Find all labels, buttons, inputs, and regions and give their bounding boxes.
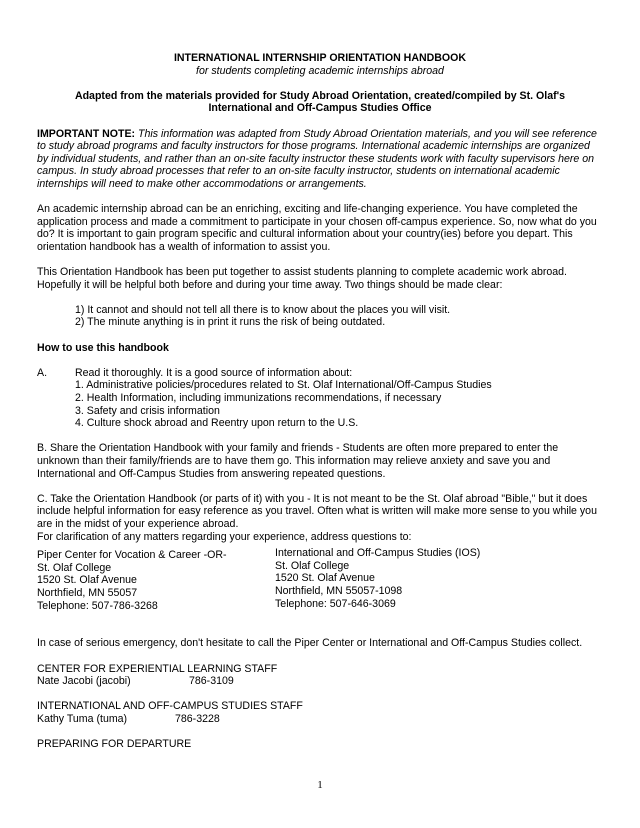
address-right-line: International and Off-Campus Studies (IOS) [275,547,481,560]
address-right-line: Northfield, MN 55057-1098 [275,584,403,597]
document-page [37,52,603,751]
how-to-use-heading: How to use this handbook [37,341,169,354]
adapted-line-1: Adapted from the materials provided for Study Abroad Orientation, created/compiled by St. Olaf's [74,89,566,102]
caveat-2: 2) The minute anything is in print it runs the risk of being outdated. [75,316,386,329]
section-a-item-2: 2. Health Information, including immunizations recommendations, if necessary [75,392,442,405]
cel-staff-heading: CENTER FOR EXPERIENTIAL LEARNING STAFF [37,662,278,675]
important-note [37,128,603,191]
section-a [37,367,603,380]
address-left-line: Piper Center for Vocation & Career -OR- [37,549,227,562]
ios-staff-heading: INTERNATIONAL AND OFF-CAMPUS STUDIES STAFF [37,700,303,713]
section-a-item-1: 1. Administrative policies/procedures related to St. Olaf International/Off-Campus Studies [75,379,492,392]
address-block [37,549,603,612]
address-left-line: St. Olaf College [37,561,112,574]
address-left-line: Northfield, MN 55057 [37,586,138,599]
clarification-text: For clarification of any matters regarding your experience, address questions to: [37,530,412,543]
section-b-text: B. Share the Orientation Handbook with your family and friends - Students are often more prepared to enter the unknown than their family/friends are to have them go. This information may relieve anxiety and save you and International and Off-Campus Studies from answering repeated questions. [37,442,559,480]
section-a-text: Read it thoroughly. It is a good source of information about: [75,366,353,379]
ios-staff-row [37,713,603,726]
ios-staff-name: Kathy Tuma (tuma) [37,712,128,725]
address-left-line: Telephone: 507-786-3268 [37,599,158,612]
preparing-heading: PREPARING FOR DEPARTURE [37,738,192,751]
section-a-item-4: 4. Culture shock abroad and Reentry upon return to the U.S. [75,417,359,430]
address-left-line: 1520 St. Olaf Avenue [37,574,137,587]
document-title: INTERNATIONAL INTERNSHIP ORIENTATION HANDBOOK [173,52,467,64]
address-right-line: 1520 St. Olaf Avenue [275,572,375,585]
purpose-paragraph: This Orientation Handbook has been put together to assist students planning to complete academic work abroad. Hopefully it will be helpful both before and during your time away. Two things should be made clear: [37,266,568,291]
section-c-text: C. Take the Orientation Handbook (or parts of it) with you - It is not meant to be the St. Olaf abroad "Bible," but it does include helpful information for easy reference as you travel. Often what is written will make more sense to you while you are in the midst of your experience abroad. [37,492,597,530]
address-right [275,547,480,612]
intro-paragraph: An academic internship abroad can be an enriching, exciting and life-changing experience. You have completed the application process and made a commitment to participate in your chosen off-campus experience. So, now what do you do? It is important to gain program specific and cultural information about your country(ies) before you depart. This orientation handbook has a wealth of information to assist you. [37,203,597,253]
important-note-label: IMPORTANT NOTE: [37,127,136,140]
cel-staff-phone: 786-3109 [189,675,234,688]
address-left [37,549,275,612]
section-a-label: A. [37,366,48,379]
address-right-line: Telephone: 507-646-3069 [275,597,396,610]
cel-staff-name: Nate Jacobi (jacobi) [37,675,131,688]
address-right-line: St. Olaf College [275,559,350,572]
important-note-text: This information was adapted from Study Abroad Orientation materials, and you will see reference to study abroad programs and faculty instructors for those programs. International academic internships are organized by individual students, and rather than an on-site faculty instructor these students work with faculty supervisors here on campus. In study abroad processes that refer to an on-site faculty instructor, students on international academic internships will need to make other accommodations or arrangements. [37,127,597,190]
ios-staff-phone: 786-3228 [175,712,220,725]
adapted-line-2: International and Off-Campus Studies Office [208,102,432,115]
emergency-text: In case of serious emergency, don't hesitate to call the Piper Center or International and Off-Campus Studies collect. [37,637,583,650]
document-subtitle: for students completing academic internships abroad [196,64,444,77]
caveat-1: 1) It cannot and should not tell all there is to know about the places you will visit. [75,303,451,316]
page-number: 1 [317,779,323,791]
cel-staff-row [37,675,603,688]
section-a-item-3: 3. Safety and crisis information [75,404,220,417]
